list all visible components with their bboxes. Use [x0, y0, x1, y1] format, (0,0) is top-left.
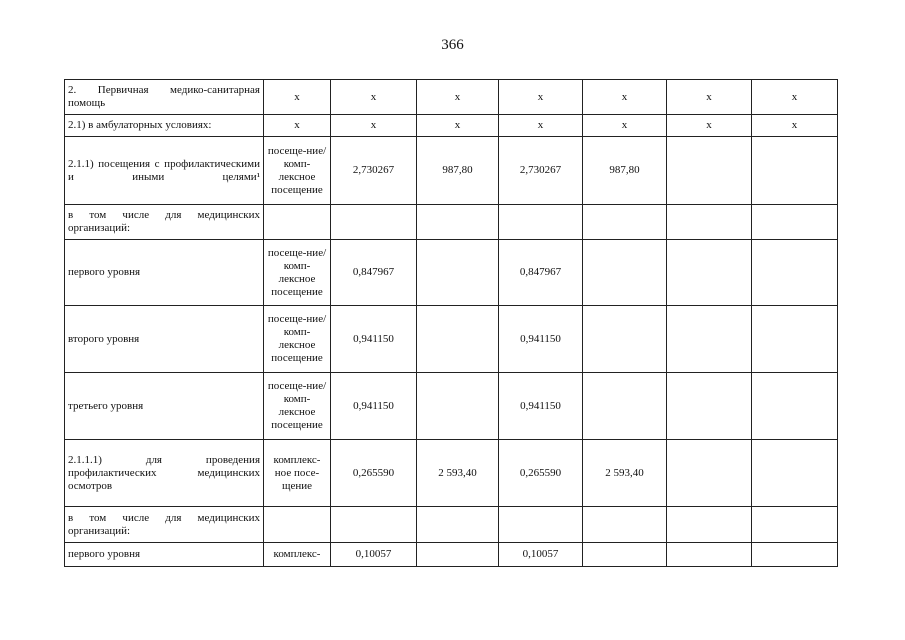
row-label: второго уровня — [65, 306, 264, 373]
value-cell: 2 593,40 — [417, 440, 499, 507]
value-cell — [583, 507, 667, 543]
value-cell — [417, 373, 499, 440]
value-cell — [752, 306, 838, 373]
value-cell — [667, 205, 752, 240]
value-cell: х — [667, 80, 752, 115]
value-cell — [583, 543, 667, 567]
value-cell — [499, 507, 583, 543]
value-cell — [583, 205, 667, 240]
row-label: 2.1) в амбулаторных условиях: — [65, 115, 264, 137]
value-cell: 2,730267 — [499, 137, 583, 205]
row-label: первого уровня — [65, 543, 264, 567]
value-cell: 0,847967 — [499, 240, 583, 306]
value-cell — [417, 240, 499, 306]
value-cell — [752, 205, 838, 240]
unit-cell: комплекс-ное посе-щение — [264, 440, 331, 507]
value-cell: х — [331, 115, 417, 137]
value-cell: 0,265590 — [331, 440, 417, 507]
value-cell — [667, 543, 752, 567]
value-cell — [583, 373, 667, 440]
row-label: первого уровня — [65, 240, 264, 306]
value-cell: х — [417, 80, 499, 115]
value-cell — [417, 507, 499, 543]
table-row — [65, 240, 838, 306]
value-cell — [667, 507, 752, 543]
value-cell — [752, 507, 838, 543]
value-cell: х — [583, 80, 667, 115]
unit-cell: х — [264, 115, 331, 137]
value-cell: х — [331, 80, 417, 115]
value-cell: 0,941150 — [331, 306, 417, 373]
value-cell: х — [499, 80, 583, 115]
unit-cell: х — [264, 80, 331, 115]
row-label: 2.1.1.1) для проведения профилактических медицинских осмотров — [65, 440, 264, 507]
table-row — [65, 115, 838, 137]
value-cell: 987,80 — [583, 137, 667, 205]
value-cell: х — [499, 115, 583, 137]
value-cell — [417, 543, 499, 567]
value-cell: 0,941150 — [331, 373, 417, 440]
value-cell: 987,80 — [417, 137, 499, 205]
value-cell — [752, 240, 838, 306]
unit-cell: комплекс- — [264, 543, 331, 567]
value-cell: х — [583, 115, 667, 137]
unit-cell — [264, 205, 331, 240]
value-cell — [499, 205, 583, 240]
value-cell — [752, 373, 838, 440]
table-row — [65, 373, 838, 440]
value-cell — [667, 240, 752, 306]
value-cell — [752, 543, 838, 567]
row-label: в том числе для медицинских организаций: — [65, 507, 264, 543]
table-row — [65, 306, 838, 373]
value-cell — [417, 205, 499, 240]
table-row — [65, 507, 838, 543]
value-cell: 0,10057 — [331, 543, 417, 567]
value-cell: х — [667, 115, 752, 137]
value-cell: 0,847967 — [331, 240, 417, 306]
value-cell — [752, 440, 838, 507]
value-cell: 2 593,40 — [583, 440, 667, 507]
value-cell — [667, 373, 752, 440]
unit-cell: посеще-ние/комп-лексное посещение — [264, 137, 331, 205]
value-cell — [667, 137, 752, 205]
row-label: третьего уровня — [65, 373, 264, 440]
data-table — [64, 79, 838, 567]
value-cell: х — [417, 115, 499, 137]
value-cell — [417, 306, 499, 373]
value-cell — [583, 240, 667, 306]
unit-cell — [264, 507, 331, 543]
value-cell: 0,941150 — [499, 306, 583, 373]
row-label: в том числе для медицинских организаций: — [65, 205, 264, 240]
table-row — [65, 543, 838, 567]
value-cell: х — [752, 115, 838, 137]
value-cell — [331, 205, 417, 240]
unit-cell: посеще-ние/комп-лексное посещение — [264, 306, 331, 373]
table-row — [65, 80, 838, 115]
table-row — [65, 440, 838, 507]
page-number: 366 — [441, 37, 464, 53]
unit-cell: посеще-ние/комп-лексное посещение — [264, 373, 331, 440]
value-cell — [752, 137, 838, 205]
table-row — [65, 205, 838, 240]
value-cell — [667, 440, 752, 507]
row-label: 2. Первичная медико-санитарная помощь — [65, 80, 264, 115]
value-cell — [667, 306, 752, 373]
table-row — [65, 137, 838, 205]
row-label: 2.1.1) посещения с профилактическими и иными целями¹ — [65, 137, 264, 205]
value-cell — [583, 306, 667, 373]
unit-cell: посеще-ние/комп-лексное посещение — [264, 240, 331, 306]
value-cell: 0,265590 — [499, 440, 583, 507]
value-cell: 0,941150 — [499, 373, 583, 440]
value-cell: 0,10057 — [499, 543, 583, 567]
value-cell — [331, 507, 417, 543]
value-cell: 2,730267 — [331, 137, 417, 205]
value-cell: х — [752, 80, 838, 115]
